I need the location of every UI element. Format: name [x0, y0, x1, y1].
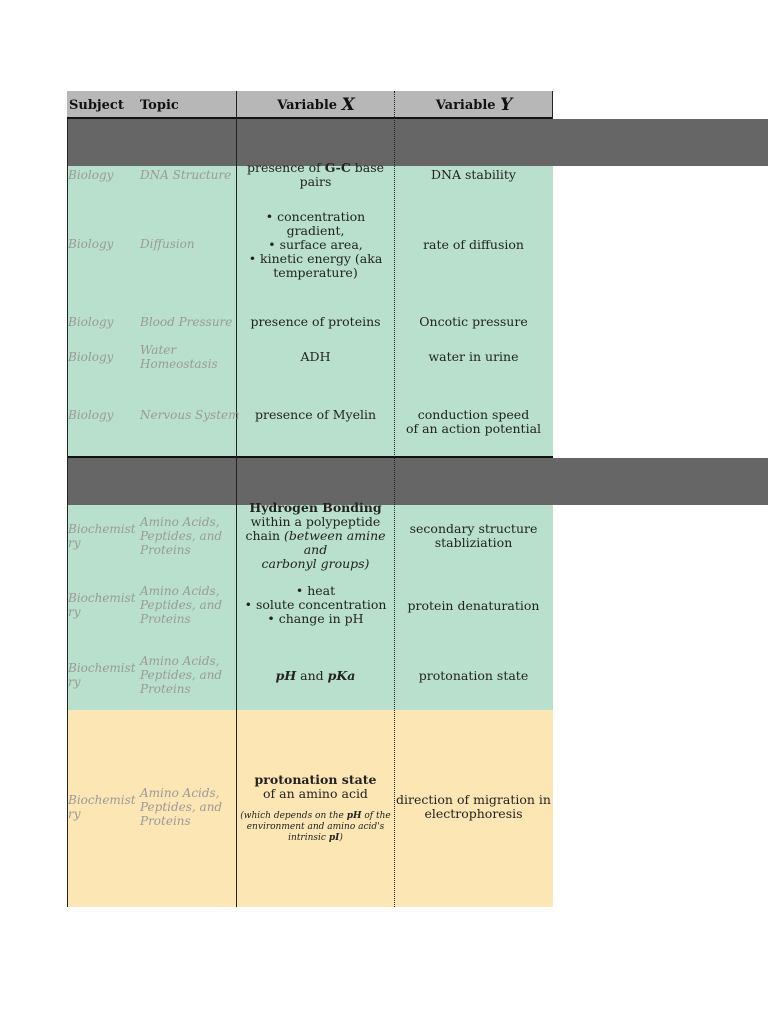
table-header — [67, 91, 553, 119]
row-subject: Biology — [68, 350, 114, 364]
row-variable-x: protonation state of an amino acid (which depends on the pH of the environment and amino acid's intrinsic pI) — [240, 771, 391, 843]
header-variable-x — [237, 91, 395, 119]
row-subject: Biochemist ry — [68, 522, 136, 550]
row-subject: Biology — [68, 408, 114, 422]
row-variable-y: rate of diffusion — [423, 237, 524, 252]
section-band-biochemistry — [67, 458, 768, 505]
row-topic: Diffusion — [140, 237, 195, 251]
row-variable-x: • heat • solute concentration • change in pH — [244, 583, 387, 626]
row-variable-x: pH and pKa — [275, 668, 356, 683]
row-topic: Amino Acids, Peptides, and Proteins — [140, 515, 223, 557]
header-topic: Topic — [140, 97, 179, 113]
row-variable-y: secondary structure stabliziation — [409, 521, 538, 550]
row-variable-x: presence of G-C base pairs — [246, 160, 385, 189]
row-topic: Amino Acids, Peptides, and Proteins — [140, 786, 223, 828]
row-variable-x: Hydrogen Bonding within a polypeptide chain (between amine and carbonyl groups) — [245, 500, 386, 571]
row-topic: Blood Pressure — [140, 315, 233, 329]
row-variable-y: protonation state — [418, 668, 529, 683]
row-variable-y: DNA stability — [431, 167, 516, 182]
row-subject: Biology — [68, 315, 114, 329]
row-variable-y: Oncotic pressure — [419, 314, 528, 329]
header-variable-y — [395, 91, 553, 119]
header-subject: Subject — [69, 97, 124, 113]
row-subject: Biology — [68, 237, 114, 251]
header-variable-y-label: Variable — [435, 97, 496, 113]
row-variable-y: conduction speed of an action potential — [405, 407, 542, 436]
row-variable-y: direction of migration in electrophoresis — [396, 792, 551, 821]
row-subject: Biochemist ry — [68, 661, 136, 689]
row-variable-x: presence of Myelin — [254, 407, 377, 422]
row-subject: Biology — [68, 168, 114, 182]
header-variable-x-letter: X — [341, 95, 355, 115]
section-band-biology — [67, 119, 768, 166]
row-variable-y: water in urine — [428, 349, 519, 364]
header-variable-x-label: Variable — [277, 97, 338, 113]
row-variable-x: presence of proteins — [250, 314, 381, 329]
row-topic: Water Homeostasis — [140, 343, 218, 371]
row-variable-x: • concentration gradient, • surface area, • kinetic energy (aka temperature) — [248, 209, 383, 280]
row-topic: DNA Structure — [140, 168, 232, 182]
row-subject: Biochemist ry — [68, 591, 136, 619]
header-variable-y-letter: Y — [500, 95, 513, 115]
row-variable-x: ADH — [300, 349, 331, 364]
row-topic: Nervous System — [140, 408, 240, 422]
row-subject: Biochemist ry — [68, 793, 136, 821]
row-topic: Amino Acids, Peptides, and Proteins — [140, 584, 223, 626]
row-variable-y: protein denaturation — [407, 598, 540, 613]
row-topic: Amino Acids, Peptides, and Proteins — [140, 654, 223, 696]
divider-x-y — [394, 91, 395, 907]
right-border — [552, 91, 553, 119]
